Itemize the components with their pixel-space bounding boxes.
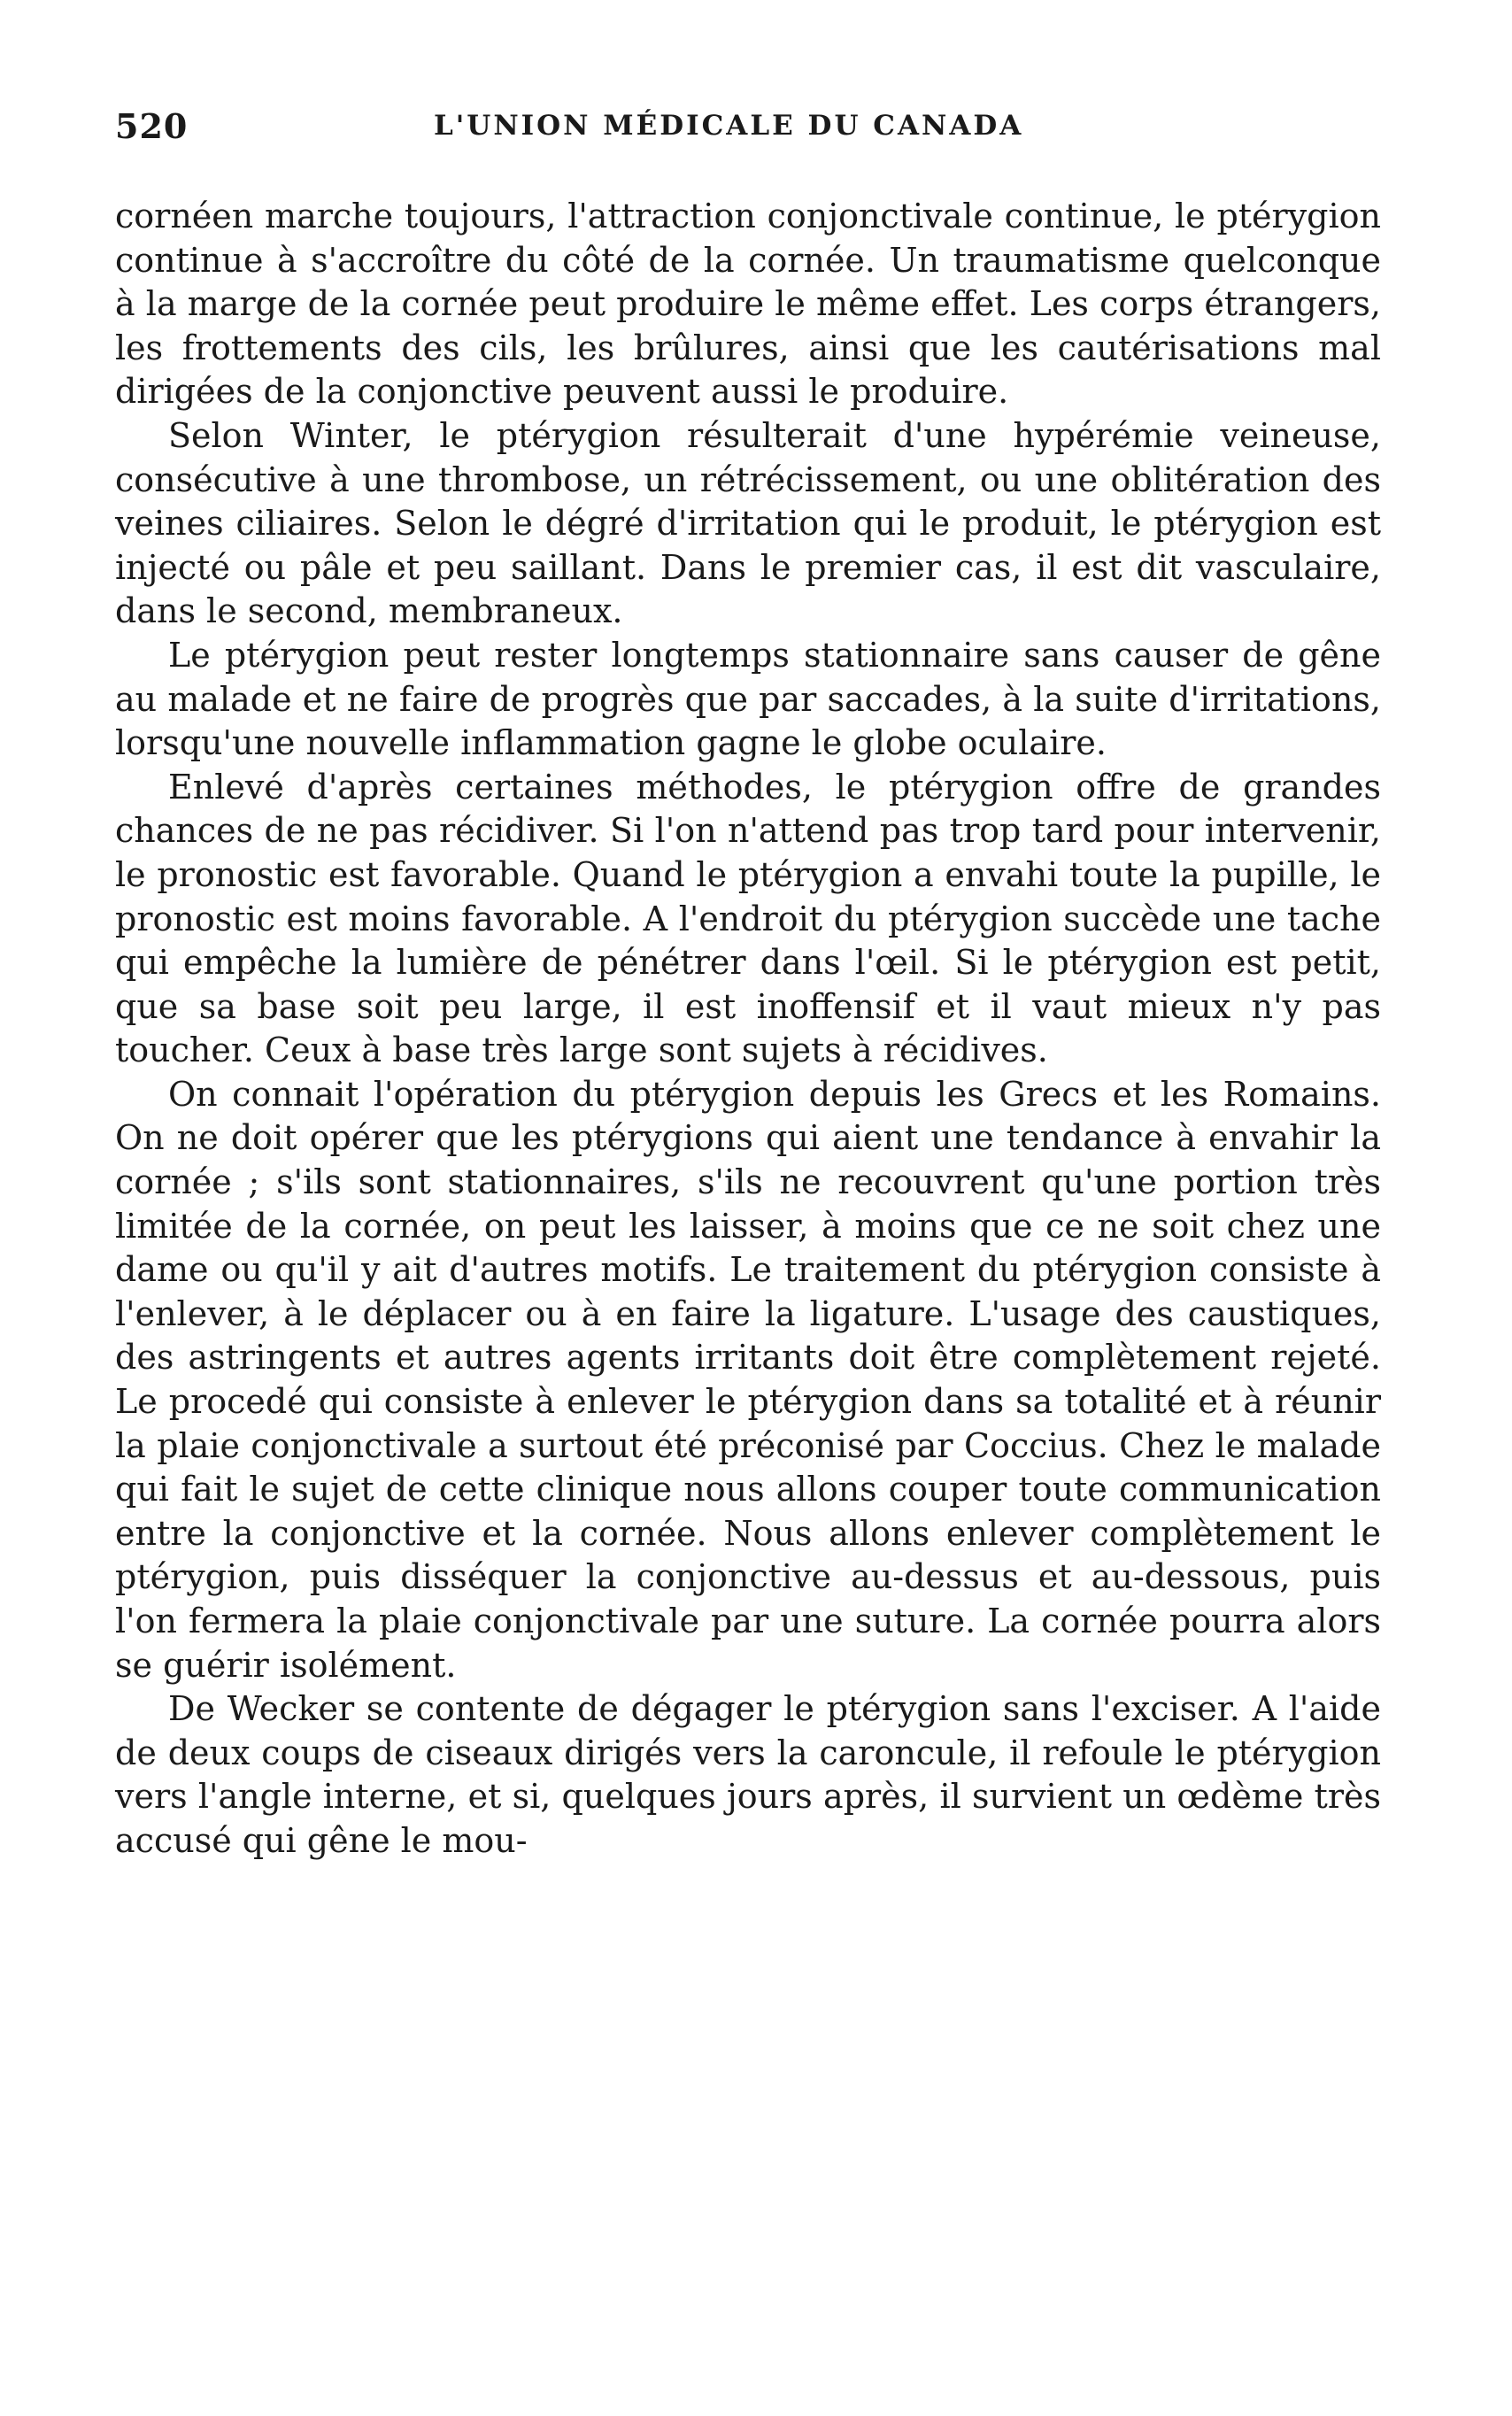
article-body xyxy=(115,195,1381,1864)
paragraph-continued: cornéen marche toujours, l'attraction conjonctivale continue, le ptérygion continue à s'accroître du côté de la cornée. Un traumatisme quelconque à la marge de la cornée peut produire le même effet. Les corps étrangers, les frottements des cils, les brûlures, ainsi que les cautérisations mal dirigées de la conjonctive peuvent aussi le produire. xyxy=(115,197,1381,412)
page-number: 520 xyxy=(115,106,189,146)
paragraph-winter-theory: Selon Winter, le ptérygion résulterait d'une hypérémie veineuse, consécutive à une thrombose, un rétrécissement, ou une oblitération des veines ciliaires. Selon le dégré d'irritation qui le produit, le ptérygion est injecté ou pâle et peu saillant. Dans le premier cas, il est dit vasculaire, dans le second, membraneux. xyxy=(115,415,1381,631)
paragraph-stationary: Le ptérygion peut rester longtemps stationnaire sans causer de gêne au malade et ne faire de progrès que par saccades, à la suite d'irritations, lorsqu'une nouvelle inflammation gagne le globe oculaire. xyxy=(115,635,1381,763)
paragraph-prognosis: Enlevé d'après certaines méthodes, le ptérygion offre de grandes chances de ne pas récidiver. Si l'on n'attend pas trop tard pour intervenir, le pronostic est favorable. Quand le ptérygion a envahi toute la pupille, le pronostic est moins favorable. A l'endroit du ptérygion succède une tache qui empêche la lumière de pénétrer dans l'œil. Si le ptérygion est petit, que sa base soit peu large, il est inoffensif et il vaut mieux n'y pas toucher. Ceux à base très large sont sujets à récidives. xyxy=(115,767,1381,1070)
running-head xyxy=(115,106,1381,168)
paragraph-operation: On connait l'opération du ptérygion depuis les Grecs et les Romains. On ne doit opérer que les ptérygions qui aient une tendance à envahir la cornée ; s'ils sont stationnaires, s'ils ne recouvrent qu'une portion très limitée de la cornée, on peut les laisser, à moins que ce ne soit chez une dame ou qu'il y ait d'autres motifs. Le traitement du ptérygion consiste à l'enlever, à le déplacer ou à en faire la ligature. L'usage des caustiques, des astringents et autres agents irritants doit être complètement rejeté. Le procedé qui consiste à enlever le ptérygion dans sa totalité et à réunir la plaie conjonctivale a surtout été préconisé par Coccius. Chez le malade qui fait le sujet de cette clinique nous allons couper toute communication entre la conjonctive et la cornée. Nous allons enlever complètement le ptérygion, puis disséquer la conjonctive au-dessus et au-dessous, puis l'on fermera la plaie conjonctivale par une suture. La cornée pourra alors se guérir isolément. xyxy=(115,1074,1381,1685)
journal-title: L'UNION MÉDICALE DU CANADA xyxy=(434,110,1024,142)
paragraph-de-wecker: De Wecker se contente de dégager le ptérygion sans l'exciser. A l'aide de deux coups de ciseaux dirigés vers la caroncule, il refoule le ptérygion vers l'angle interne, et si, quelques jours après, il survient un œdème très accusé qui gêne le mou- xyxy=(115,1689,1381,1860)
page xyxy=(115,106,1381,1864)
